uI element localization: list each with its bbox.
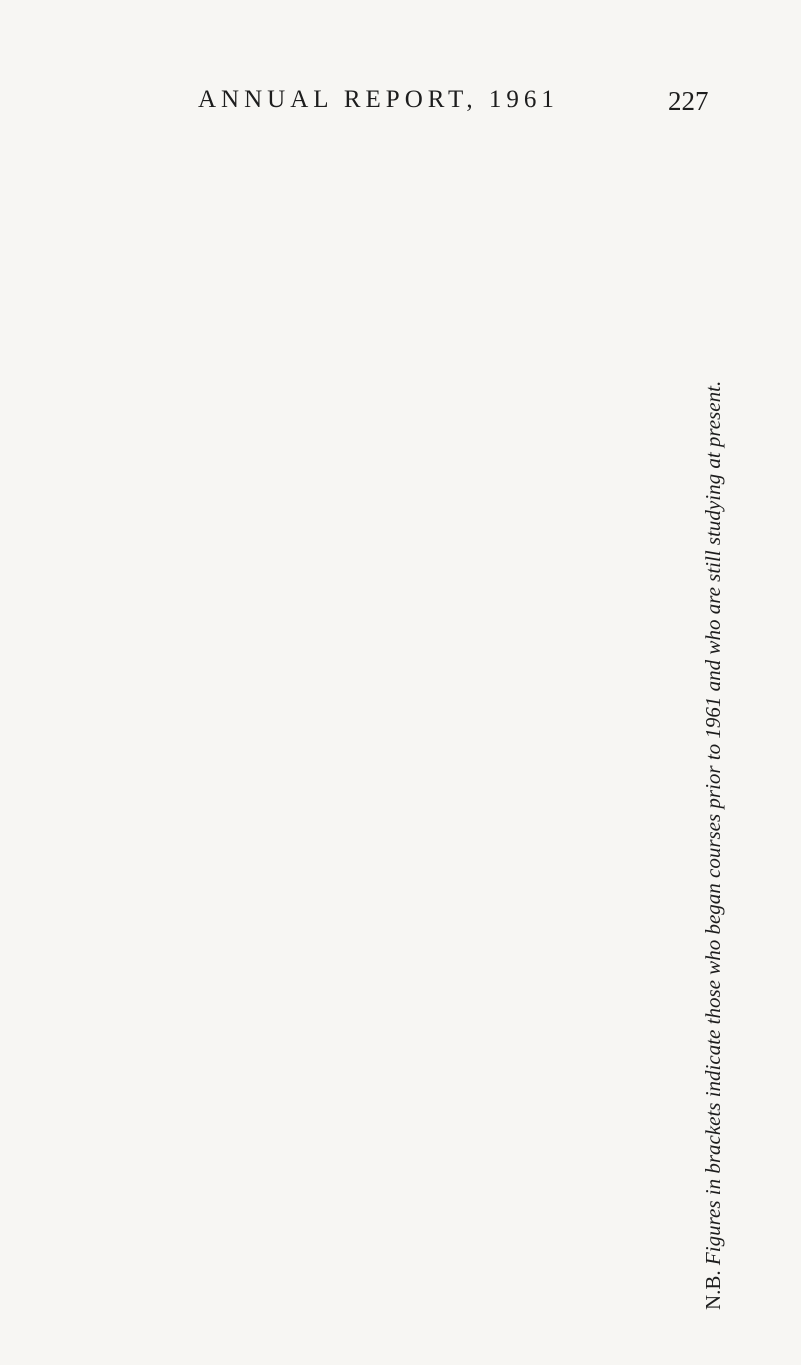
footnote — [701, 130, 726, 1310]
header-new-zealand — [753, 542, 801, 625]
scholarship-table — [753, 130, 801, 1310]
header-spacer — [753, 792, 801, 1039]
footnote-text: Figures in brackets indicate those who began courses prior to 1961 and who are still studying at present. — [701, 380, 725, 1266]
table-header-row — [753, 130, 801, 1310]
footnote-prefix: N.B. — [701, 1270, 725, 1310]
header-australia — [753, 625, 801, 709]
header-india — [753, 212, 801, 294]
header-total — [753, 130, 801, 212]
header-burma — [753, 709, 801, 792]
header-hong-kong — [753, 460, 801, 542]
page-number: 227 — [668, 86, 709, 116]
header-united-kingdom — [753, 293, 801, 377]
running-title: ANNUAL REPORT, 1961 — [198, 86, 559, 113]
rotated-table-block — [701, 130, 801, 1310]
header-canada — [753, 377, 801, 460]
header-course — [753, 1039, 801, 1310]
